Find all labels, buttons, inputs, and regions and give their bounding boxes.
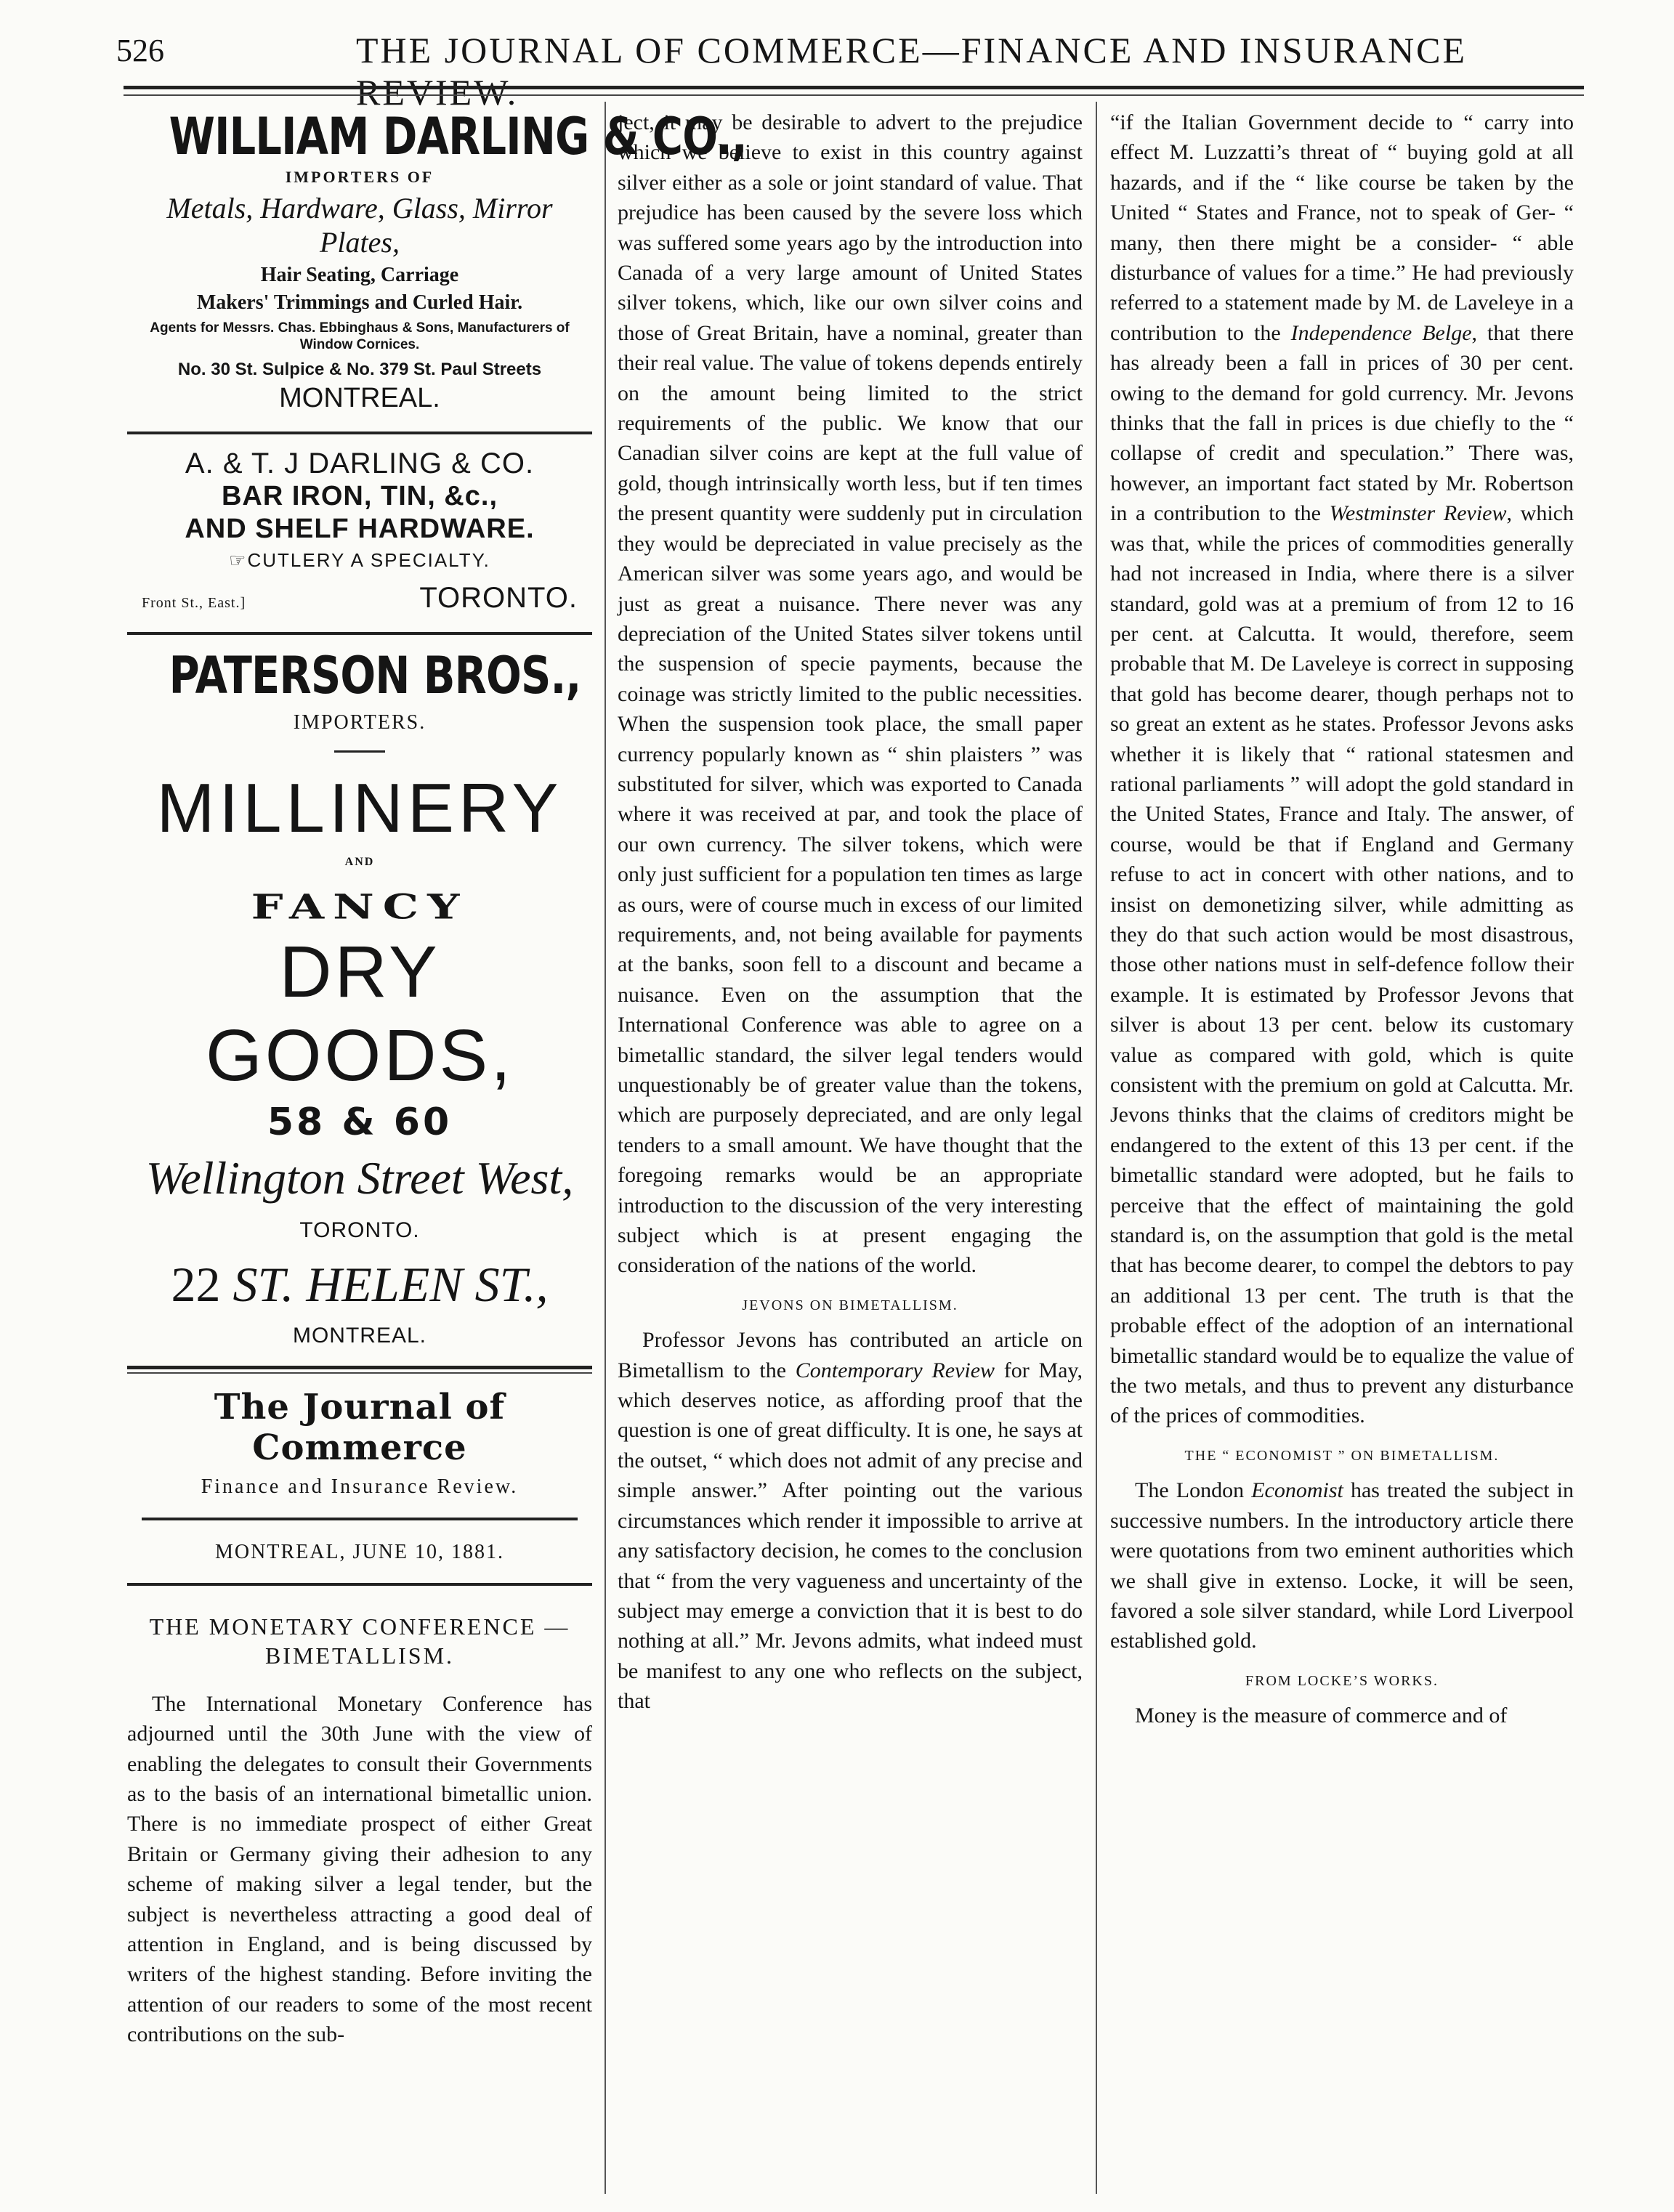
ad-and: AND [344, 855, 375, 868]
ad-title: WILLIAM DARLING & CO., [169, 107, 747, 166]
ad-title: A. & T. J DARLING & CO. [185, 447, 535, 479]
left-column [127, 107, 747, 2050]
column-rule-1 [604, 102, 606, 2194]
ad-line: Hair Seating, Carriage [260, 264, 459, 286]
ad-title: PATERSON BROS., [169, 645, 581, 705]
ad-fancy: FANCY [251, 886, 469, 927]
dateline: MONTREAL, JUNE 10, 1881. [215, 1540, 504, 1563]
ad-importers: IMPORTERS OF [285, 168, 434, 186]
ad-street: Wellington Street West, [145, 1151, 574, 1204]
ad-city: TORONTO. [419, 581, 578, 614]
ad-agents: Agents for Messrs. Chas. Ebbinghaus & Sons, Manufacturers of Window Cornices. [150, 320, 570, 352]
ad-city: MONTREAL. [292, 1323, 427, 1348]
masthead-subtitle: Finance and Insurance Review. [201, 1475, 519, 1498]
article-body-col2 [618, 108, 1083, 1717]
ad-line: AND SHELF HARDWARE. [185, 514, 535, 545]
journal-name: Economist [1251, 1478, 1343, 1503]
running-title: THE JOURNAL OF COMMERCE—FINANCE AND INSURANCE REVIEW. [356, 30, 1468, 113]
ad-city: TORONTO. [299, 1218, 420, 1242]
page-header [116, 29, 1598, 113]
right-column [1110, 108, 1574, 1731]
header-rule [124, 86, 1584, 89]
subheading: THE “ ECONOMIST ” ON BIMETALLISM. [1184, 1447, 1500, 1464]
paragraph: ject, it may be desirable to advert to the prejudice which we believe to exist in this country against silver either as a sole or joint standard of value. That prejudice has been caused by the severe loss which was suffered some years ago by the introduction into Canada of a very large amount of United States silver tokens, which, like our own silver coins and those of Great Britain, have a nominal, greater than their real value. The value of tokens depends entirely on the amount being limited to the strict requirements of the public. We know that our Canadian silver coins are kept at the full value of gold, though intrinsically worth less, but if ten times the present quantity were suddenly put in circulation they would be depreciated in value precisely as the American silver was some years ago, and would be just as great a nuisance. There never was any depreciation of the United States silver tokens until the suspension of specie payments, because the coinage was strictly limited to the public necessities. When the suspension took place, the small paper currency popularly known as “ shin plaisters ” was substituted for silver, which was exported to Canada where it was received at par, and took the place of our own currency. The silver tokens, which were only just sufficient for a population ten times as large as ours, were of course much in excess of our limited requirements, and, not being available for payments at the banks, soon fell to a discount and became a nuisance. Even on the assumption that the International Conference was able to agree on a bimetallic standard, the silver legal tenders would unquestionably be of greater value than the tokens, which are purposely depreciated, and are only legal tenders to a small amount. We have thought that the foregoing remarks would be an appropriate introduction to the discussion of the very interesting subject which is at present engaging the consideration of the nations of the world. [618, 110, 1083, 1278]
divider [127, 632, 592, 635]
article-body-col3 [1110, 108, 1574, 1731]
paragraph: Money is the measure of commerce and of [1135, 1703, 1508, 1728]
masthead-title: The Journal of Commerce [214, 1386, 506, 1468]
article-title-line: THE MONETARY CONFERENCE — [149, 1613, 570, 1640]
middle-column [618, 108, 1083, 1717]
text-run: Professor Jevons has contributed an article on Bimetallism to the [618, 1328, 1083, 1382]
ad-address-2 [127, 1256, 592, 1313]
ad-paterson-bros [127, 645, 592, 1348]
header-rule-thin [124, 94, 1584, 96]
paragraph [1110, 108, 1574, 1431]
ad-address-row [127, 582, 592, 615]
text-run: has treated the subject in successive numbers. In the introductory article there were quotations from two eminent authorities which we shall give in extenso. Locke, it will be seen, favored a sole silver standard, while Lord Liverpool established gold. [1110, 1478, 1574, 1653]
journal-name: Independence Belge [1290, 320, 1472, 345]
column-rule-2 [1096, 102, 1097, 2194]
article-title-line: BIMETALLISM. [264, 1642, 455, 1669]
page-number: 526 [116, 33, 164, 68]
ad-line: ☞CUTLERY A SPECIALTY. [229, 548, 490, 571]
divider-thin [127, 1372, 592, 1374]
journal-name: Contemporary Review [795, 1358, 995, 1382]
journal-name: Westminster Review [1329, 501, 1507, 526]
ad-dry-goods: DRY GOODS, [205, 931, 514, 1096]
ad-address: No. 30 St. Sulpice & No. 379 St. Paul Streets [177, 359, 542, 379]
divider [127, 432, 592, 434]
divider-short [334, 750, 385, 753]
paragraph [1110, 1475, 1574, 1656]
ad-address-street: ST. HELEN ST., [232, 1256, 549, 1312]
divider [142, 1518, 578, 1520]
text-run: for May, which deserves notice, as affording proof that the question is one of great difficulty. It is one, he says at the outset, “ which does not admit of any precise and simple answer.” After pointing out the various circumstances which render it impossible to arrive at any satisfactory decision, he comes to the conclusion that “ from the very vagueness and uncertainty of the subject may emerge a conviction that it is best to do nothing at all.” Mr. Jevons admits, what indeed must be manifest to any one who reflects on the subject, that [618, 1358, 1083, 1714]
ad-millinery: MILLINERY [156, 769, 563, 847]
text-run: The London [1135, 1478, 1252, 1503]
subheading: JEVONS ON BIMETALLISM. [742, 1297, 958, 1313]
ad-line: Makers' Trimmings and Curled Hair. [196, 291, 523, 314]
paragraph: The International Monetary Conference has adjourned until the 30th June with the view of enabling the delegates to consult their Governments as to the basis of an international bimetallic union. There is no immediate prospect of either Great Britain or Germany giving their adhesion to any scheme of making silver a legal tender, but the subject is nevertheless attracting a good deal of attention in England, and is being discussed by writers of the highest standing. Before inviting the attention of our readers to some of the most recent contributions on the sub- [127, 1691, 592, 2047]
paragraph [618, 1325, 1083, 1716]
divider [127, 1366, 592, 1369]
masthead [127, 1387, 592, 1586]
text-run: , which was that, while the prices of commodities generally had not increased in India, where there is a silver standard, gold was at a premium of from 12 to 16 per cent. at Calcutta. It would, therefore, seem probable that M. De Laveleye is correct in supposing that gold has become dearer, though perhaps not to so great an extent as he states. Professor Jevons asks whether it is likely that “ rational statesmen and rational parliaments ” will adopt the gold standard in the United States, France and Italy. The answer, of course, would be that if England and Germany refuse to act in concert with other nations, and to insist on demonetizing silver, while admitting as they do that such action would be most disastrous, those other nations must in self-defence follow their example. It is estimated by Professor Jevons that silver is about 13 per cent. below its customary value as compared with gold, which is quite consistent with the premium on gold at Calcutta. Mr. Jevons thinks that the claims of creditors might be endangered to the extent of this 13 per cent. if the bimetallic standard were adopted, but he fails to perceive that the effect of maintaining the gold standard is, on the assumption that gold is the metal that has become dearer, to compel the debtors to pay an additional 13 per cent. The truth is that the probable effect of the adoption of an international bimetallic standard would be to equalize the value of the two metals, and thus to prevent any disturbance of the prices of commodities. [1110, 501, 1574, 1428]
ad-street-numbers: 58 & 60 [267, 1100, 453, 1144]
ad-address-number: 22 [171, 1256, 221, 1312]
ad-address: Front St., East.] [142, 594, 246, 611]
divider [127, 1583, 592, 1586]
ad-goods: Metals, Hardware, Glass, Mirror Plates, [166, 192, 553, 259]
article-body-col1 [127, 1689, 592, 2050]
ad-william-darling [127, 107, 747, 414]
ad-city: MONTREAL. [279, 382, 440, 413]
ad-atj-darling [127, 447, 592, 615]
ad-line: BAR IRON, TIN, &c., [221, 480, 498, 511]
article-title [127, 1612, 592, 1670]
text-run: “if the Italian Government decide to “ carry into effect M. Luzzatti’s threat of “ buying gold at all hazards, and if the “ like course be taken by the United “ States and France, not to speak of Ger- “ many, then there might be a consider- “ able disturbance of values for a time.” He had previously referred to a statement made by M. de Laveleye in a contribution to the [1110, 110, 1574, 345]
subheading: FROM LOCKE’S WORKS. [1245, 1672, 1439, 1689]
text-run: , that there has already been a fall in prices of 30 per cent. owing to the demand for gold currency. Mr. Jevons thinks that the fall in prices is due chiefly to the “ collapse of credit and speculation.” There was, however, an important fact stated by Mr. Robertson in a contribution to the [1110, 320, 1574, 526]
ad-importers: IMPORTERS. [293, 710, 426, 734]
